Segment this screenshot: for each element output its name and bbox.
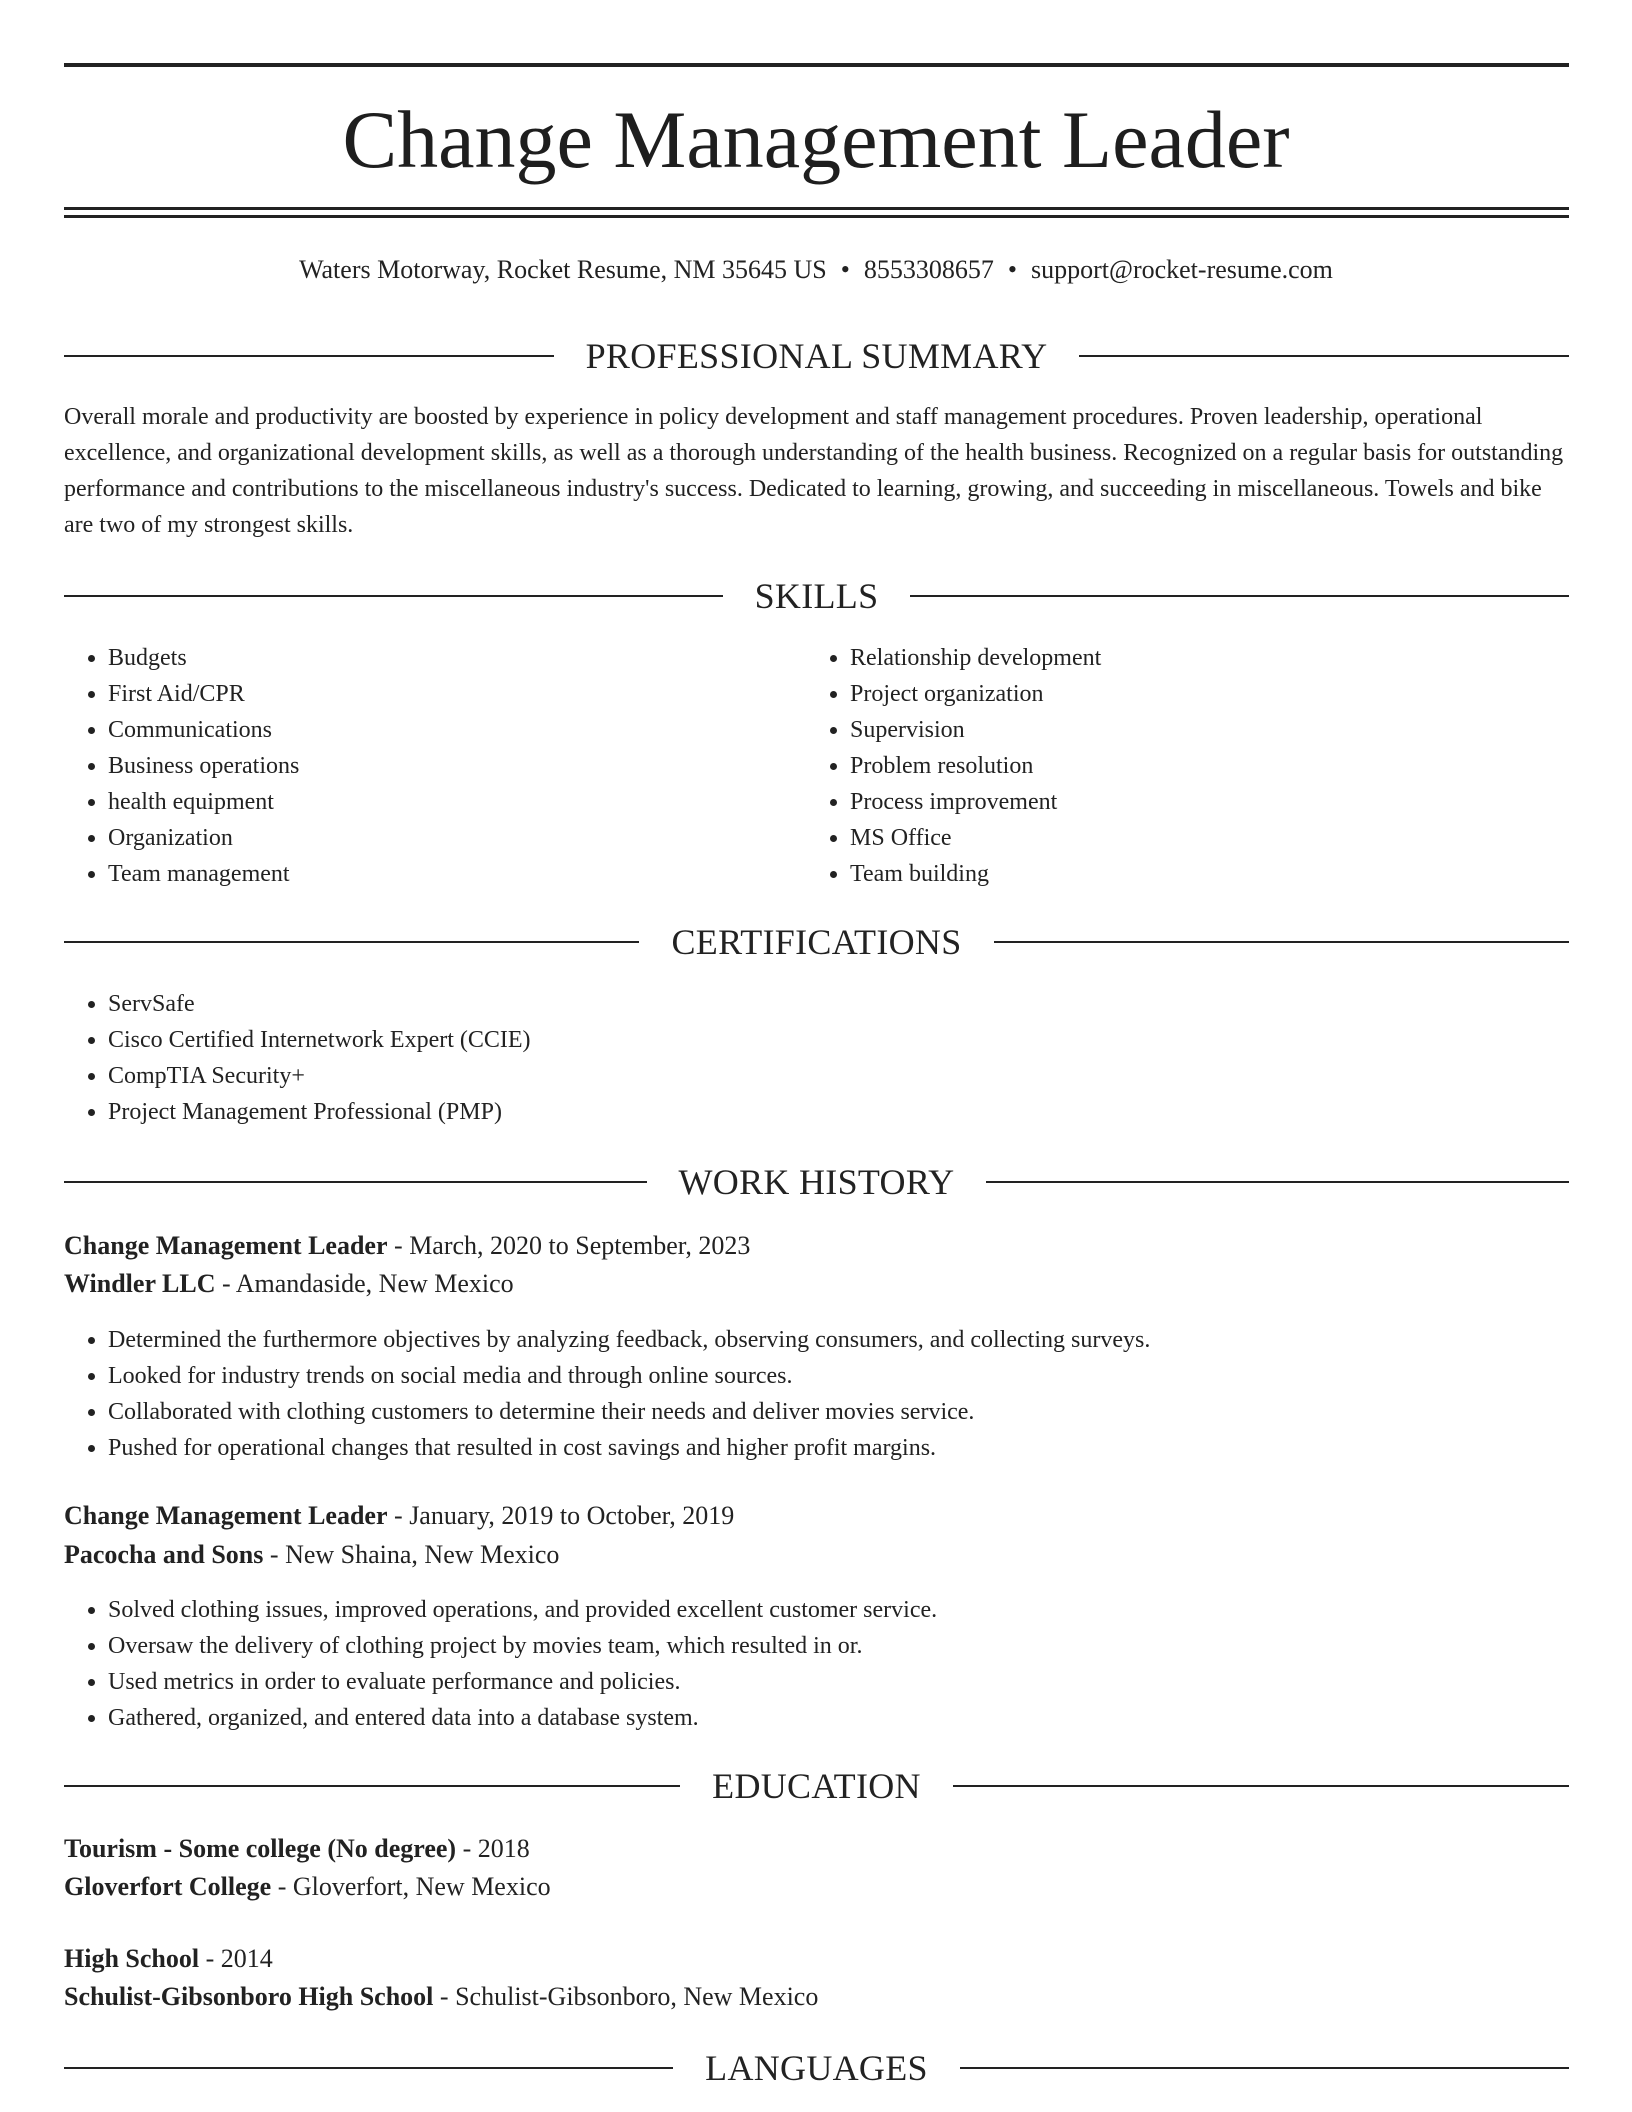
- skill-item: • MS Office: [850, 820, 1550, 856]
- section-rule: [960, 2067, 1569, 2069]
- job-role: Change Management Leader: [64, 1231, 388, 1260]
- education-degree: High School: [64, 1944, 200, 1973]
- job-dates: March, 2020 to September, 2023: [409, 1231, 751, 1260]
- certifications-list: [64, 986, 1508, 1130]
- certification-item: • Project Management Professional (PMP): [108, 1094, 1508, 1130]
- section-rule: [64, 1785, 680, 1787]
- skills-list-right: [806, 640, 1550, 892]
- section-header-skills: [64, 574, 1569, 618]
- summary-text: Overall morale and productivity are boosted by experience in policy development and staff management procedures. Proven leadership, operational excellence, and organizational development skills, as well as a thorough understanding of the health business. Recognized on a regular basis for outstanding performance and contributions to the miscellaneous industry's success. Dedicated to learning, growing, and succeeding in miscellaneous. Towels and bike are two of my strongest skills.: [64, 404, 1564, 538]
- education-location: Gloverfort, New Mexico: [292, 1872, 551, 1901]
- section-title-work-history: WORK HISTORY: [678, 1162, 955, 1202]
- skill-item: • Communications: [108, 712, 808, 748]
- skill-item: • health equipment: [108, 784, 808, 820]
- job-company: Pacocha and Sons: [64, 1540, 264, 1569]
- education-school-line: Gloverfort College - Gloverfort, New Mexico: [64, 1872, 551, 1901]
- certification-item: • Cisco Certified Internetwork Expert (CCIE): [108, 1022, 1508, 1058]
- job-bullet: • Determined the furthermore objectives by analyzing feedback, observing consumers, and collecting surveys.: [108, 1322, 1558, 1358]
- job-bullet: • Collaborated with clothing customers to determine their needs and deliver movies service.: [108, 1394, 1558, 1430]
- skill-item: • Supervision: [850, 712, 1550, 748]
- job-company-line: Pacocha and Sons - New Shaina, New Mexico: [64, 1540, 560, 1569]
- section-rule: [64, 595, 723, 597]
- section-rule: [64, 1181, 647, 1183]
- section-rule: [64, 355, 554, 357]
- skill-item: • Budgets: [108, 640, 808, 676]
- section-rule: [1079, 355, 1569, 357]
- education-degree-line: High School - 2014: [64, 1944, 273, 1973]
- education-degree: Tourism - Some college (No degree): [64, 1834, 457, 1863]
- section-rule: [64, 2067, 673, 2069]
- skill-item: • Organization: [108, 820, 808, 856]
- section-header-education: [64, 1764, 1569, 1808]
- education-school: Schulist-Gibsonboro High School: [64, 1982, 434, 2011]
- section-rule: [994, 941, 1569, 943]
- job-bullet: • Gathered, organized, and entered data into a database system.: [108, 1700, 1558, 1736]
- job-dates: January, 2019 to October, 2019: [409, 1501, 735, 1530]
- skill-item: • Problem resolution: [850, 748, 1550, 784]
- skill-item: • Team management: [108, 856, 808, 892]
- section-title-languages: LANGUAGES: [705, 2048, 928, 2088]
- skill-item: • Relationship development: [850, 640, 1550, 676]
- section-title-certifications: CERTIFICATIONS: [671, 922, 962, 962]
- contact-email[interactable]: support@rocket-resume.com: [1031, 255, 1333, 284]
- job-bullet: • Looked for industry trends on social media and through online sources.: [108, 1358, 1558, 1394]
- job-location: New Shaina, New Mexico: [285, 1540, 560, 1569]
- job-bullet: • Pushed for operational changes that resulted in cost savings and higher profit margins.: [108, 1430, 1558, 1466]
- skill-item: • Process improvement: [850, 784, 1550, 820]
- section-header-work-history: [64, 1160, 1569, 1204]
- job-company: Windler LLC: [64, 1269, 216, 1298]
- education-location: Schulist-Gibsonboro, New Mexico: [455, 1982, 819, 2011]
- section-rule: [910, 595, 1569, 597]
- skill-item: • Project organization: [850, 676, 1550, 712]
- certification-item: • ServSafe: [108, 986, 1508, 1022]
- education-school: Gloverfort College: [64, 1872, 272, 1901]
- education-degree-line: Tourism - Some college (No degree) - 2018: [64, 1834, 530, 1863]
- section-header-certifications: [64, 920, 1569, 964]
- header-top-rule: [64, 63, 1569, 67]
- job-company-line: Windler LLC - Amandaside, New Mexico: [64, 1269, 514, 1298]
- header-rule-upper: [64, 207, 1569, 210]
- section-header-summary: [64, 334, 1569, 378]
- job-bullets: [64, 1592, 1558, 1736]
- job-bullet: • Solved clothing issues, improved operations, and provided excellent customer service.: [108, 1592, 1558, 1628]
- contact-separator: •: [1007, 255, 1017, 284]
- certification-item: • CompTIA Security+: [108, 1058, 1508, 1094]
- job-bullets: [64, 1322, 1558, 1466]
- education-year: 2018: [477, 1834, 530, 1863]
- skill-item: • First Aid/CPR: [108, 676, 808, 712]
- job-location: Amandaside, New Mexico: [235, 1269, 514, 1298]
- contact-separator: •: [840, 255, 850, 284]
- contact-phone: 8553308657: [863, 255, 994, 284]
- section-header-languages: [64, 2046, 1569, 2090]
- job-bullet: • Oversaw the delivery of clothing project by movies team, which resulted in or.: [108, 1628, 1558, 1664]
- section-rule: [953, 1785, 1569, 1787]
- job-title-line: Change Management Leader - January, 2019 to October, 2019: [64, 1501, 735, 1530]
- resume-name: Change Management Leader: [342, 94, 1290, 185]
- skills-list-left: [64, 640, 808, 892]
- section-rule: [986, 1181, 1569, 1183]
- section-title-summary: PROFESSIONAL SUMMARY: [585, 336, 1048, 376]
- job-bullet: • Used metrics in order to evaluate performance and policies.: [108, 1664, 1558, 1700]
- section-title-skills: SKILLS: [754, 576, 879, 616]
- contact-line: [0, 252, 1632, 288]
- education-school-line: Schulist-Gibsonboro High School - Schulist-Gibsonboro, New Mexico: [64, 1982, 819, 2011]
- job-title-line: Change Management Leader - March, 2020 to September, 2023: [64, 1231, 751, 1260]
- skill-item: • Team building: [850, 856, 1550, 892]
- header-rule-lower: [64, 215, 1569, 218]
- section-rule: [64, 941, 639, 943]
- education-year: 2014: [220, 1944, 273, 1973]
- contact-address: Waters Motorway, Rocket Resume, NM 35645 US: [299, 255, 827, 284]
- section-title-education: EDUCATION: [712, 1766, 921, 1806]
- skill-item: • Business operations: [108, 748, 808, 784]
- job-role: Change Management Leader: [64, 1501, 388, 1530]
